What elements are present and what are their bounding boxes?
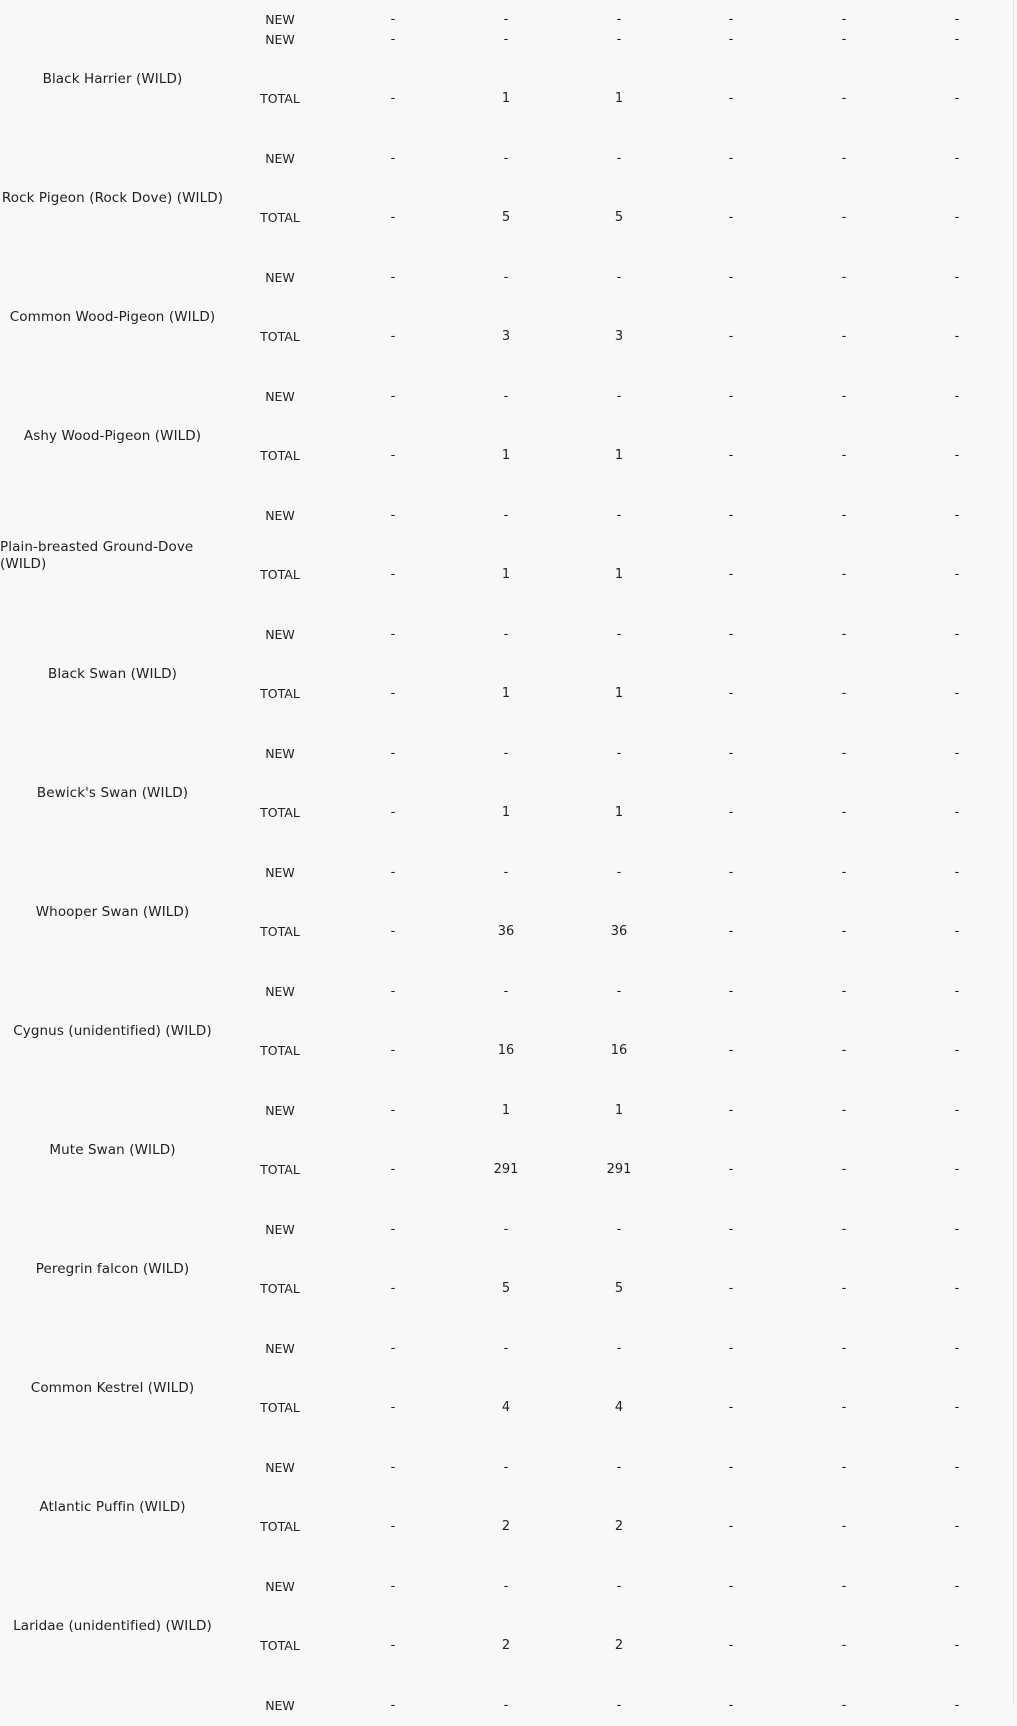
species-block	[0, 1329, 1013, 1448]
value-cell: -	[728, 91, 734, 106]
value-cell: -	[841, 1222, 847, 1237]
value-cell: -	[390, 1460, 396, 1475]
value-cell: -	[954, 32, 960, 47]
value-cell: -	[728, 270, 734, 285]
species-name: Common Wood-Pigeon (WILD)	[9, 309, 216, 325]
new-row	[0, 148, 1013, 170]
new-row-label: NEW	[265, 1579, 295, 1594]
value-cell: -	[390, 12, 396, 27]
value-cell: -	[841, 1519, 847, 1534]
value-cell: -	[390, 448, 396, 463]
new-row-label: NEW	[265, 12, 295, 27]
value-cell: 1	[614, 686, 624, 701]
value-cell: -	[616, 508, 622, 523]
new-row	[0, 29, 1013, 51]
value-cell: -	[954, 924, 960, 939]
new-row-label: NEW	[265, 746, 295, 761]
value-cell: -	[841, 746, 847, 761]
value-cell: -	[616, 746, 622, 761]
total-row	[0, 1516, 1013, 1538]
value-cell: -	[503, 627, 509, 642]
new-row-label: NEW	[265, 389, 295, 404]
value-cell: -	[728, 389, 734, 404]
value-cell: -	[728, 1043, 734, 1058]
value-cell: -	[841, 1460, 847, 1475]
species-block	[0, 615, 1013, 734]
value-cell: 1	[614, 1103, 624, 1118]
total-row	[0, 1040, 1013, 1062]
value-cell: -	[728, 151, 734, 166]
value-cell: 1	[501, 567, 511, 582]
total-row-label: TOTAL	[260, 1400, 300, 1415]
value-cell: -	[728, 1162, 734, 1177]
value-cell: -	[841, 984, 847, 999]
value-cell: -	[728, 1222, 734, 1237]
value-cell: 291	[606, 1162, 632, 1177]
value-cell: -	[390, 746, 396, 761]
value-cell: 16	[497, 1043, 515, 1058]
value-cell: -	[841, 1341, 847, 1356]
value-cell: -	[954, 805, 960, 820]
total-row	[0, 1159, 1013, 1181]
new-row	[0, 1338, 1013, 1360]
value-cell: -	[503, 151, 509, 166]
value-cell: 1	[501, 91, 511, 106]
value-cell: -	[616, 1341, 622, 1356]
value-cell: -	[390, 329, 396, 344]
value-cell: -	[954, 1698, 960, 1713]
new-row-label: NEW	[265, 270, 295, 285]
value-cell: -	[503, 1341, 509, 1356]
value-cell: -	[841, 91, 847, 106]
value-cell: -	[728, 686, 734, 701]
species-block	[0, 853, 1013, 972]
value-cell: 16	[610, 1043, 628, 1058]
species-block	[0, 20, 1013, 139]
value-cell: -	[841, 12, 847, 27]
value-cell: -	[616, 627, 622, 642]
value-cell: -	[728, 924, 734, 939]
value-cell: 2	[614, 1519, 624, 1534]
total-row	[0, 207, 1013, 229]
value-cell: -	[616, 984, 622, 999]
value-cell: 36	[610, 924, 628, 939]
total-row-label: TOTAL	[260, 567, 300, 582]
value-cell: -	[503, 1579, 509, 1594]
new-row-label: NEW	[265, 151, 295, 166]
value-cell: -	[728, 1460, 734, 1475]
value-cell: -	[954, 210, 960, 225]
value-cell: -	[390, 1519, 396, 1534]
value-cell: -	[841, 270, 847, 285]
new-row-label: NEW	[265, 32, 295, 47]
value-cell: -	[503, 865, 509, 880]
value-cell: -	[390, 1222, 396, 1237]
total-row-label: TOTAL	[260, 1281, 300, 1296]
total-row-label: TOTAL	[260, 1043, 300, 1058]
new-row	[0, 1457, 1013, 1479]
value-cell: -	[390, 1698, 396, 1713]
value-cell: -	[503, 12, 509, 27]
value-cell: -	[954, 1103, 960, 1118]
value-cell: -	[728, 627, 734, 642]
value-cell: -	[390, 1043, 396, 1058]
value-cell: -	[503, 746, 509, 761]
species-name: Whooper Swan (WILD)	[35, 904, 190, 920]
value-cell: 3	[614, 329, 624, 344]
value-cell: -	[954, 1162, 960, 1177]
value-cell: 1	[501, 1103, 511, 1118]
value-cell: -	[954, 389, 960, 404]
value-cell: -	[954, 1400, 960, 1415]
value-cell: -	[728, 805, 734, 820]
page-edge-divider	[1013, 0, 1014, 1705]
new-row-label: NEW	[265, 984, 295, 999]
value-cell: -	[390, 91, 396, 106]
value-cell: -	[728, 1400, 734, 1415]
species-block	[0, 972, 1013, 1091]
species-block	[0, 734, 1013, 853]
value-cell: -	[841, 1103, 847, 1118]
value-cell: -	[841, 448, 847, 463]
value-cell: -	[616, 1460, 622, 1475]
value-cell: -	[728, 448, 734, 463]
value-cell: -	[841, 151, 847, 166]
value-cell: -	[616, 865, 622, 880]
value-cell: -	[841, 1579, 847, 1594]
value-cell: -	[954, 448, 960, 463]
value-cell: -	[390, 151, 396, 166]
total-row-label: TOTAL	[260, 1162, 300, 1177]
value-cell: -	[954, 1579, 960, 1594]
new-row-label: NEW	[265, 508, 295, 523]
value-cell: -	[841, 1281, 847, 1296]
total-row	[0, 564, 1013, 586]
species-name: Black Harrier (WILD)	[42, 71, 183, 87]
value-cell: -	[954, 1341, 960, 1356]
total-row-label: TOTAL	[260, 1519, 300, 1534]
value-cell: 1	[614, 448, 624, 463]
value-cell: -	[954, 1043, 960, 1058]
new-row	[0, 862, 1013, 884]
species-name: Atlantic Puffin (WILD)	[39, 1499, 186, 1515]
species-block	[0, 1567, 1013, 1686]
species-name: Mute Swan (WILD)	[49, 1142, 176, 1158]
value-cell: 4	[614, 1400, 624, 1415]
value-cell: -	[616, 1222, 622, 1237]
value-cell: -	[390, 865, 396, 880]
value-cell: -	[390, 508, 396, 523]
species-block	[0, 258, 1013, 377]
value-cell: -	[390, 1638, 396, 1653]
value-cell: -	[841, 1400, 847, 1415]
value-cell: -	[390, 567, 396, 582]
value-cell: -	[503, 270, 509, 285]
value-cell: -	[503, 1460, 509, 1475]
value-cell: -	[616, 1698, 622, 1713]
value-cell: -	[390, 270, 396, 285]
value-cell: -	[841, 865, 847, 880]
total-row	[0, 1397, 1013, 1419]
total-row-label: TOTAL	[260, 805, 300, 820]
value-cell: 1	[614, 91, 624, 106]
total-row	[0, 1635, 1013, 1657]
value-cell: 291	[493, 1162, 519, 1177]
value-cell: -	[954, 984, 960, 999]
value-cell: -	[616, 151, 622, 166]
value-cell: 3	[501, 329, 511, 344]
value-cell: -	[841, 805, 847, 820]
total-row-label: TOTAL	[260, 329, 300, 344]
new-row	[0, 981, 1013, 1003]
value-cell: 2	[501, 1638, 511, 1653]
value-cell: -	[728, 1579, 734, 1594]
new-row	[0, 386, 1013, 408]
value-cell: -	[841, 210, 847, 225]
value-cell: 1	[614, 805, 624, 820]
value-cell: -	[503, 1698, 509, 1713]
value-cell: -	[390, 1579, 396, 1594]
total-row-label: TOTAL	[260, 924, 300, 939]
new-row-label: NEW	[265, 1222, 295, 1237]
total-row	[0, 445, 1013, 467]
value-cell: -	[390, 1281, 396, 1296]
total-row-label: TOTAL	[260, 448, 300, 463]
value-cell: -	[728, 865, 734, 880]
value-cell: -	[954, 686, 960, 701]
value-cell: -	[954, 151, 960, 166]
value-cell: -	[503, 508, 509, 523]
species-name: Ashy Wood-Pigeon (WILD)	[23, 428, 202, 444]
new-row	[0, 743, 1013, 765]
value-cell: -	[390, 627, 396, 642]
value-cell: 5	[501, 1281, 511, 1296]
value-cell: -	[390, 1400, 396, 1415]
value-cell: -	[728, 1519, 734, 1534]
total-row	[0, 88, 1013, 110]
value-cell: -	[841, 924, 847, 939]
species-name: Laridae (unidentified) (WILD)	[13, 1618, 212, 1634]
value-cell: -	[728, 1341, 734, 1356]
partial-species-block	[0, 0, 1013, 27]
value-cell: -	[728, 32, 734, 47]
value-cell: -	[841, 567, 847, 582]
new-row-label: NEW	[265, 1341, 295, 1356]
new-row-label: NEW	[265, 1103, 295, 1118]
value-cell: -	[728, 329, 734, 344]
value-cell: -	[503, 32, 509, 47]
value-cell: -	[390, 686, 396, 701]
new-row	[0, 1100, 1013, 1122]
species-block	[0, 1448, 1013, 1567]
value-cell: -	[954, 746, 960, 761]
value-cell: 5	[614, 1281, 624, 1296]
value-cell: -	[728, 1638, 734, 1653]
total-row	[0, 683, 1013, 705]
value-cell: -	[390, 1341, 396, 1356]
value-cell: -	[503, 984, 509, 999]
value-cell: -	[954, 865, 960, 880]
value-cell: 1	[501, 448, 511, 463]
value-cell: -	[954, 1460, 960, 1475]
total-row	[0, 921, 1013, 943]
value-cell: -	[841, 1043, 847, 1058]
value-cell: -	[841, 1638, 847, 1653]
new-row	[0, 267, 1013, 289]
value-cell: -	[954, 1519, 960, 1534]
new-row-label: NEW	[265, 1698, 295, 1713]
value-cell: -	[616, 389, 622, 404]
species-block	[0, 377, 1013, 496]
value-cell: -	[390, 1162, 396, 1177]
value-cell: -	[728, 12, 734, 27]
species-name: Peregrin falcon (WILD)	[35, 1261, 190, 1277]
species-name: Bewick's Swan (WILD)	[36, 785, 189, 801]
value-cell: -	[503, 1222, 509, 1237]
value-cell: -	[503, 389, 509, 404]
value-cell: -	[728, 508, 734, 523]
new-row	[0, 1219, 1013, 1241]
value-cell: 5	[614, 210, 624, 225]
value-cell: -	[616, 270, 622, 285]
value-cell: -	[954, 270, 960, 285]
new-row-label: NEW	[265, 1460, 295, 1475]
value-cell: 36	[497, 924, 515, 939]
value-cell: -	[954, 627, 960, 642]
species-name: Rock Pigeon (Rock Dove) (WILD)	[1, 190, 224, 206]
new-row	[0, 1576, 1013, 1598]
species-name: Black Swan (WILD)	[47, 666, 178, 682]
value-cell: -	[954, 329, 960, 344]
value-cell: -	[841, 508, 847, 523]
value-cell: 5	[501, 210, 511, 225]
value-cell: -	[728, 1103, 734, 1118]
total-row-label: TOTAL	[260, 210, 300, 225]
value-cell: -	[616, 12, 622, 27]
value-cell: -	[954, 1222, 960, 1237]
value-cell: -	[390, 805, 396, 820]
value-cell: -	[728, 746, 734, 761]
new-row	[0, 505, 1013, 527]
value-cell: -	[390, 984, 396, 999]
new-row-label: NEW	[265, 865, 295, 880]
total-row	[0, 1278, 1013, 1300]
total-row-label: TOTAL	[260, 686, 300, 701]
value-cell: -	[728, 210, 734, 225]
value-cell: -	[390, 32, 396, 47]
species-name: Plain-breasted Ground-Dove (WILD)	[0, 538, 194, 572]
value-cell: -	[390, 389, 396, 404]
value-cell: 2	[501, 1519, 511, 1534]
value-cell: -	[728, 567, 734, 582]
value-cell: -	[390, 1103, 396, 1118]
value-cell: -	[954, 1281, 960, 1296]
total-row-label: TOTAL	[260, 91, 300, 106]
species-name: Cygnus (unidentified) (WILD)	[13, 1023, 212, 1039]
species-name: Common Kestrel (WILD)	[30, 1380, 195, 1396]
species-block	[0, 1210, 1013, 1329]
value-cell: -	[954, 12, 960, 27]
new-row	[0, 624, 1013, 646]
total-row	[0, 326, 1013, 348]
value-cell: 2	[614, 1638, 624, 1653]
value-cell: -	[616, 1579, 622, 1594]
value-cell: -	[390, 924, 396, 939]
species-block	[0, 139, 1013, 258]
partial-species-block	[0, 1686, 1013, 1726]
value-cell: -	[390, 210, 396, 225]
total-row-label: TOTAL	[260, 1638, 300, 1653]
value-cell: -	[616, 32, 622, 47]
value-cell: -	[954, 567, 960, 582]
value-cell: -	[954, 508, 960, 523]
species-block	[0, 496, 1013, 615]
value-cell: -	[841, 686, 847, 701]
value-cell: -	[841, 1698, 847, 1713]
value-cell: -	[954, 1638, 960, 1653]
value-cell: -	[841, 1162, 847, 1177]
new-row	[0, 1695, 1013, 1717]
value-cell: 1	[614, 567, 624, 582]
total-row	[0, 802, 1013, 824]
value-cell: 4	[501, 1400, 511, 1415]
value-cell: -	[954, 91, 960, 106]
value-cell: -	[728, 984, 734, 999]
value-cell: -	[841, 32, 847, 47]
species-block	[0, 1091, 1013, 1210]
value-cell: -	[728, 1281, 734, 1296]
value-cell: 1	[501, 805, 511, 820]
value-cell: -	[841, 329, 847, 344]
value-cell: -	[841, 389, 847, 404]
value-cell: -	[728, 1698, 734, 1713]
value-cell: 1	[501, 686, 511, 701]
new-row-label: NEW	[265, 627, 295, 642]
value-cell: -	[841, 627, 847, 642]
